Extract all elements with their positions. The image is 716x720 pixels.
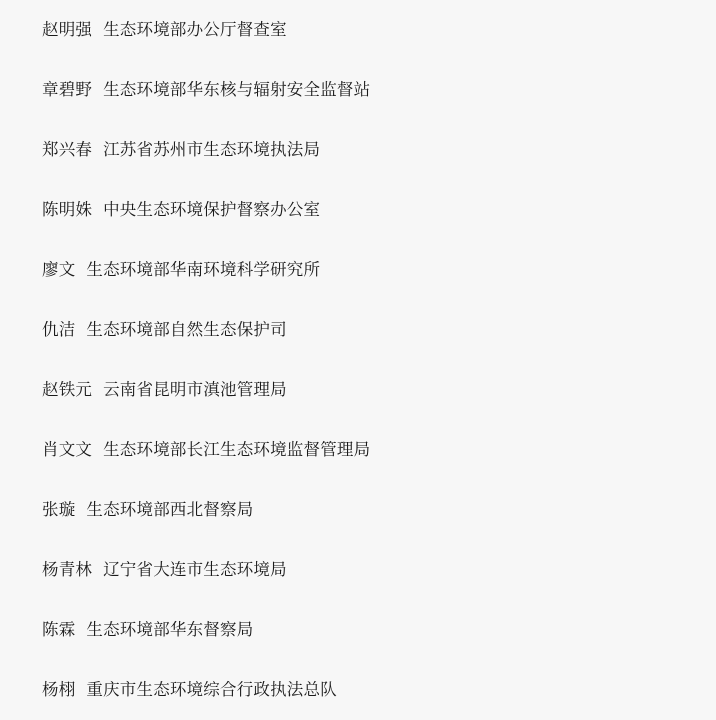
list-item — [0, 0, 716, 60]
person-name: 杨青林 — [42, 561, 93, 579]
person-name: 陈霖 — [42, 621, 76, 639]
list-item — [0, 540, 716, 600]
list-item — [0, 180, 716, 240]
person-organization: 云南省昆明市滇池管理局 — [103, 381, 287, 399]
person-organization: 中央生态环境保护督察办公室 — [103, 201, 321, 219]
list-item — [0, 120, 716, 180]
person-name: 张璇 — [42, 501, 76, 519]
person-organization: 生态环境部西北督察局 — [86, 501, 254, 519]
person-name: 陈明姝 — [42, 201, 93, 219]
list-item — [0, 360, 716, 420]
person-name: 赵明强 — [42, 21, 93, 39]
person-name: 仇洁 — [42, 321, 76, 339]
person-organization: 重庆市生态环境综合行政执法总队 — [86, 681, 337, 699]
list-item — [0, 420, 716, 480]
person-name: 赵铁元 — [42, 381, 93, 399]
person-organization: 生态环境部华南环境科学研究所 — [86, 261, 321, 279]
list-item — [0, 480, 716, 540]
person-name: 章碧野 — [42, 81, 93, 99]
list-item — [0, 660, 716, 720]
person-organization: 生态环境部自然生态保护司 — [86, 321, 287, 339]
list-item — [0, 240, 716, 300]
list-item — [0, 300, 716, 360]
person-organization: 生态环境部华东核与辐射安全监督站 — [103, 81, 371, 99]
list-item — [0, 600, 716, 660]
person-organization: 江苏省苏州市生态环境执法局 — [103, 141, 321, 159]
person-name: 郑兴春 — [42, 141, 93, 159]
person-organization: 生态环境部华东督察局 — [86, 621, 254, 639]
list-item — [0, 60, 716, 120]
person-organization: 生态环境部长江生态环境监督管理局 — [103, 441, 371, 459]
person-organization: 辽宁省大连市生态环境局 — [103, 561, 287, 579]
person-name: 肖文文 — [42, 441, 93, 459]
person-name: 杨栩 — [42, 681, 76, 699]
person-name: 廖文 — [42, 261, 76, 279]
person-organization: 生态环境部办公厅督查室 — [103, 21, 287, 39]
